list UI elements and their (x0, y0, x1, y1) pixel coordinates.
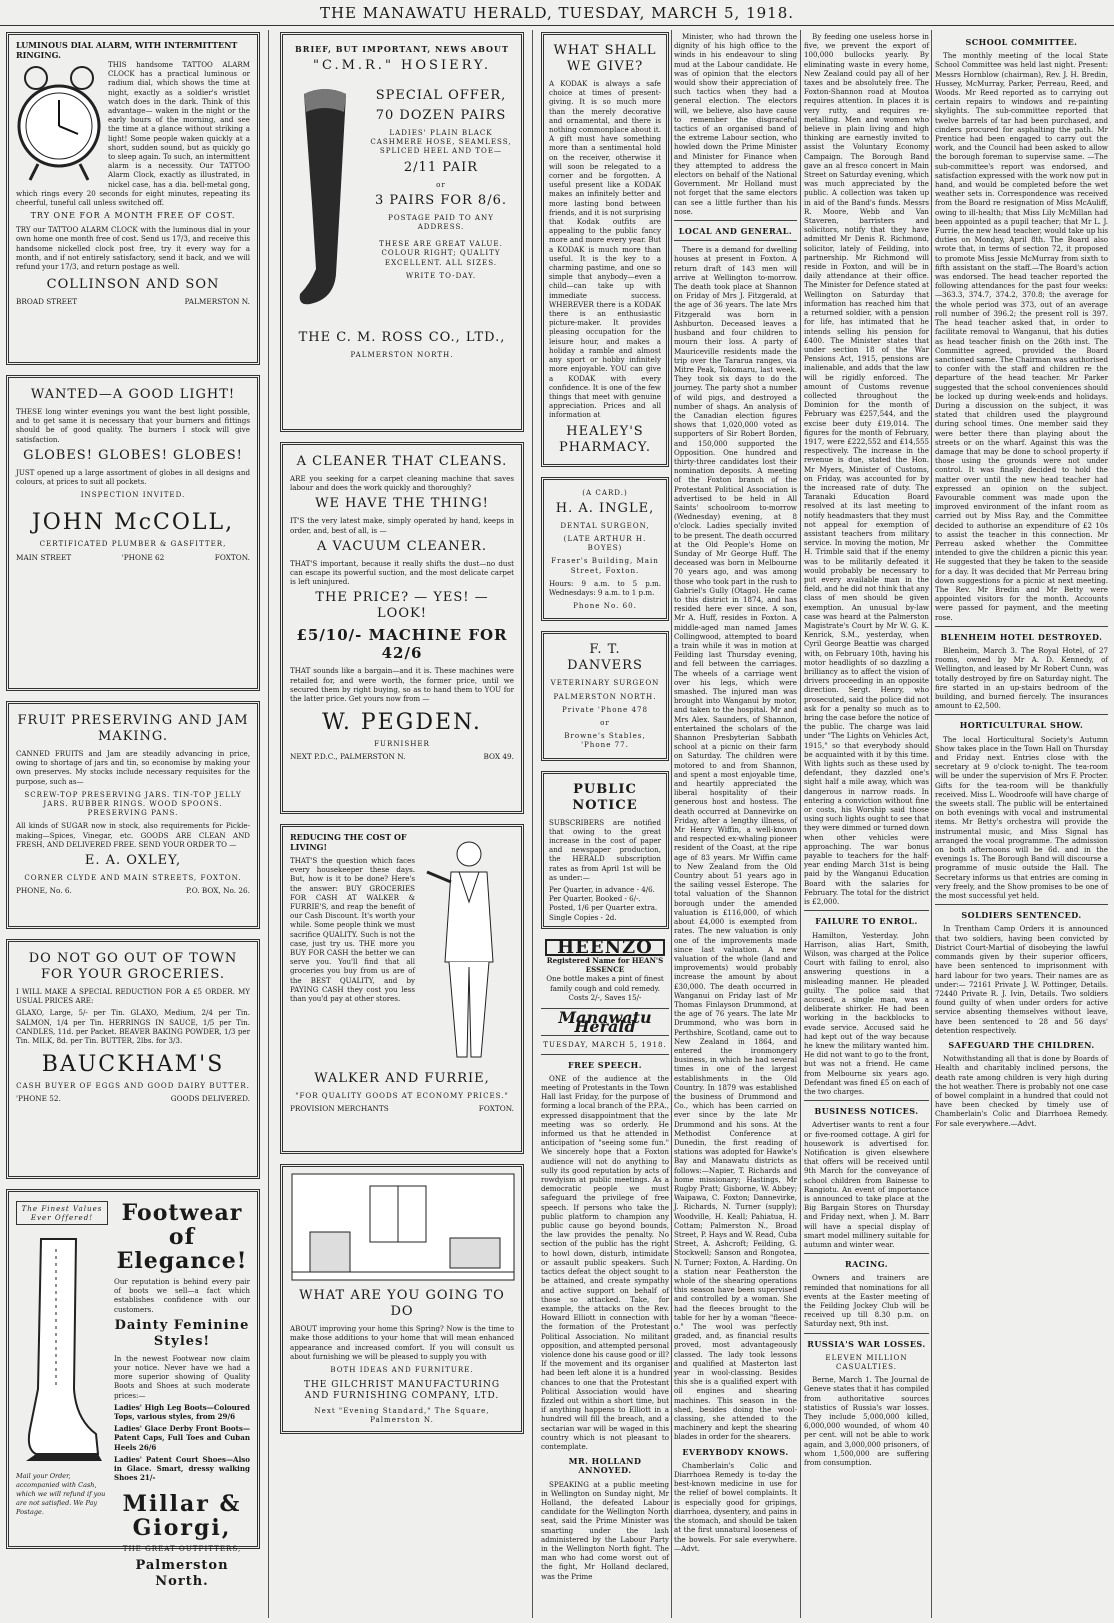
ad-firm: JOHN McCOLL, (31, 510, 235, 536)
ad-title: DO NOT GO OUT OF TOWN FOR YOUR GROCERIES. (28, 951, 238, 982)
ad-title: Footwear of Elegance! (116, 1200, 248, 1274)
ad-body: Our reputation is behind every pair of boots we sell—a fact which establishes confidence with our customers. (114, 1277, 250, 1314)
ad-address: Next "Evening Standard," The Square, Palmerston N. (314, 1406, 490, 1425)
ad-firm: BAUCKHAM'S (41, 1052, 225, 1078)
ad-line-3: Ladies' Patent Court Shoes—Also in Glace. Smart, dressy walking Shoes 21/- (114, 1454, 250, 1483)
ad-body: IT'S the very latest make, simply operated by hand, keeps in order, and, best of all, is — (290, 516, 514, 535)
ad-box: P.O. BOX, No. 26. (185, 886, 250, 896)
ad-firm: WALKER AND FURRIE, (314, 1071, 490, 1086)
ad-body: A KODAK is always a safe choice at times of present-giving. It is so much more than the merely decorative and ornamental, and there is nothing commonplace about it. A gift must have something more than a sentimental hold on the receiver, otherwise it will soon be relegated to a corner and be forgotten. A useful present like a KODAK makes an infinitely better and more lasting bond between friends, and it is not surprising that Kodak outfits are appealing to the public fancy more and more every year. But a KODAK is much more than useful. It is the key to a charming pastime, and one so simple that anybody—even a child—can take up with immediate success. WHEREVER there is a KODAK there is an enthusiastic picture-maker. It provides pleasing occupation for the leisure hour, and makes a holiday a ramble and almost any sport or hobby infinitely more enjoyable. YOU can give a KODAK with every confidence. It is one of the few things that meet with genuine appreciation. Prices and all information at (549, 79, 661, 420)
heenzo-logo: HEENZO (545, 939, 665, 956)
ad-gilchrist (280, 1164, 524, 1434)
ad-value: THESE ARE GREAT VALUE. COLOUR RIGHT; QUALITY EXCELLENT. ALL SIZES. (379, 239, 503, 267)
russia-body: Berne, March 1. The Journal de Geneve states that it has compiled from authoritative sources statistics of Russia's war losses. They include 5,000,000 killed, 6,000,000 wounded, of whom 40 per cent. will not be able to work again, and 3,000,000 prisoners, of whom 1,500,000 are suffering from consumption. (804, 1375, 929, 1468)
editorial-body: ONE of the audience at the meeting of Protestants in the Town Hall last Friday, for the purpose of forming a local branch of the P.P.A., expressed disappointment that the meeting was so orderly. He informed us that he attended in anticipation of "seeing some fun." We sincerely hope that a Foxton audience will not do anything to sully its good reputation by acts of rowdyism at public meetings. As a democratic people we must safeguard the privilege of free speech. If persons who take the public platform to champion any public cause go beyond bounds, the law provides the penalty. No section of the public has the right to howl down, disturb, intimidate or assault public speakers. Such tactics defeat the object sought to be attained, and create sympathy and active support on behalf of those so attacked. Take, for example, the attacks on the Rev. Howard Elliott in connection with the formation of the Protestant Political Association. No militant opposition, and attempted personal violence done his cause good or ill? If the movement and its organiser had been left alone it is a hundred chances to one that the Protestant Political Association would have fizzled out within a short time, but if anything happens to Elliott in a hundred will fill the breach, and a sectarian war will be waged in this country which is not pleasant to contemplate. (541, 1073, 669, 1451)
ad-qty: 70 DOZEN PAIRS (375, 108, 507, 123)
furnished-room-icon (290, 1172, 516, 1282)
ad-town: FOXTON. (478, 1104, 514, 1114)
russia-subheading: ELEVEN MILLION CASUALTIES. (825, 1352, 908, 1372)
ad-firm: Millar & Giorgi, (122, 1491, 242, 1542)
notice-rate-2: Per Quarter, Booked - 6/-. (549, 894, 641, 904)
ad-vacuum-cleaner (280, 442, 524, 814)
column-5 (804, 32, 929, 1617)
card-role: DENTAL SURGEON, (560, 520, 650, 530)
gentleman-figure-icon (419, 832, 514, 1067)
local-news-continued: By feeding one useless horse in five, we prevent the export of 100,000 bullocks yearly. By eliminating waste in every home, New Zealand could pay all of her taxes and be absolutely free. The Foxton-Shannon road at Moutoa requires attention. In places it is very rutty, and requires re-metalling. Men and women who believe in plain living and high thinking are earnestly invited to assist the Voluntary Economy Campaign. The Borough Band gave an al fresco concert in Main Street on Saturday evening, which was much appreciated by the public. A collection was taken up in aid of the Band's funds. Messrs R. Moore, Webb and Van Staveren, barristers and solicitors, notify that they have admitted Mr Denis R. Richmond, solicitor, lately of Feilding, into partnership. Mr Richmond will reside in Foxton, and will be in daily attendance at their office. The Minister for Defence stated at Wellington on Saturday that information has reached him that a returned soldier, with a pension for life, has intimated that he intends selling his pension for £400. The Minister states that under section 18 of the War Pensions Act, 1915, pensions are inalienable, and adds that the law will be rigidly enforced. The amount of Customs revenue collected throughout the Dominion for the month of February was £257,544, and the excise beer duty £19,014. The figures for the month of February, 1917, were £222,552 and £14,555 respectively. The increase in the revenue is due, stated the Hon. Mr Myers, Minister of Customs, on Friday, was accounted for by the increased rate of duty. The Taranaki Education Board resolved at its last meeting to notify headmasters that they must not appeal for exemption of assistant teachers from military service. In moving the motion, Mr H. Trimble said that if the enemy was to be militarily defeated it would probably be necessary to put every available man in the field, and he did not think that any class of men should be given exemption. An unusual by-law case was heard at the Palmerston Magistrate's Court by Mr W. G. K. Kenrick, S.M., yesterday, when Cyril George Beattie was charged with, on February 10th, having his motor headlights of so dazzling a brilliancy as to affect the vision of drivers proceeding in an opposite direction. Sergt. Henry, who prosecuted, said the police did not ask for a penalty so much as to bring the case before the notice of the public. The charge was laid under "The Lights on Vehicles Act, 1915," so that everybody should be acquainted with it by this time. With lights such as these used by defendant, they dazzled one's sight half a mile away, which was dangerous in narrow roads. In entering a conviction without fine or costs, his Worship said those using such lights ought to see that they were dimmed or turned down when other vehicles were approaching. The war bonus payable to teachers for the half-year ending March 31st is being paid by the Wanganui Education Board with the salaries for February. The total for the district is £2,000. (804, 32, 929, 907)
ad-good-light (6, 375, 260, 691)
soldiers-body: In Trentham Camp Orders it is announced that two soldiers, having been convicted by District Court-Martial of disobeying the lawful commands given by their superior officers, have been sentenced to imprisonment with hard labour for two years. Their names are as under:— 72161 Private J. W. Pottinger, Details. 72440 Private R. J. Ivin, Details. Two soldiers found guilty of when under orders for active service absenting themselves without leave, have been sentenced to 28 and 56 days' detention respectively. (935, 924, 1108, 1035)
ad-address: CORNER CLYDE AND MAIN STREETS, FOXTON. (24, 873, 242, 883)
column-4 (674, 32, 797, 1617)
ad-or: or (436, 179, 446, 189)
ad-price-2: 3 PAIRS FOR 8/6. (375, 192, 507, 208)
ad-firm: W. PEGDEN. (322, 710, 482, 736)
ad-line-1: Ladies' High Leg Boots—Coloured Tops, various styles, from 29/6 (114, 1402, 250, 1422)
heenzo-sub: Registered Name for HEAN'S ESSENCE (546, 956, 664, 975)
section-heading-business-notices: BUSINESS NOTICES. (814, 1106, 919, 1117)
column-1 (6, 32, 260, 1617)
card-town: PALMERSTON NORTH. (553, 691, 657, 701)
notice-rate-1: Per Quarter, in advance - 4/6. (549, 884, 655, 894)
ad-address: NEXT P.D.C., PALMERSTON N. (290, 752, 406, 762)
card-name: H. A. INGLE, (555, 500, 655, 516)
card-address: Fraser's Building, Main Street, Foxton. (551, 556, 659, 575)
ad-items: GLAXO, Large, 5/- per Tin. GLAXO, Medium, 2/4 per Tin. SALMON, 1/4 per Tin. HERRINGS IN SAUCE, 1/5 per Tin. CANDLES, 11d. per Packet. BEAVER BAKING POWDER, 1/3 per Tin. MILK, 8d. per Tin. BUTTER, 2lbs. for 3/3. (16, 1008, 250, 1046)
card-name: F. T. DANVERS (567, 642, 643, 674)
ad-footwear (6, 1189, 260, 1589)
heenzo-tag: One bottle makes a pint of finest family cough and cold remedy. Costs 2/-, Saves 15/- (546, 974, 664, 1002)
ad-body-2: All kinds of SUGAR now in stock, also requirements for Pickle-making—Spices, Vinegar, etc. GOODS ARE CLEAN AND FRESH, AND DELIVERED FREE. SEND YOUR ORDER TO — (16, 821, 250, 849)
ad-title: WHAT SHALL WE GIVE? (553, 43, 657, 74)
ad-tag: The Finest Values Ever Offered! (16, 1201, 108, 1225)
ad-sub: Dainty Feminine Styles! (114, 1317, 250, 1349)
editorial-body-2: SPEAKING at a public meeting in Wellington on Sunday night, Mr Holland, the defeated Labour candidate for the Wellington North seat, said the Prime Minister was smarting under the lash administered by the Labour Party in the Wellington North fight. The man who had come worst out of the fight, Mr Holland declared, was the Prime (541, 1479, 669, 1581)
card-late: (LATE ARTHUR H. BOYES) (563, 533, 647, 553)
ad-desc: LADIES' PLAIN BLACK CASHMERE HOSE, SEAMLESS, SPLICED HEEL AND TOE— (370, 128, 512, 156)
advert-remedy: Chamberlain's Colic and Diarrhoea Remedy is to-day the best-known medicine in use for the relief of bowel complaints. It is especially good for gripings, diarrhoea, dysentery, and pains in the stomach, and should be taken at the first unnatural looseness of the bowels. For sale everywhere.—Advt. (674, 1460, 797, 1553)
ad-sub-2: THE GREAT OUTFITTERS, (122, 1544, 242, 1554)
section-heading-blenheim: BLENHEIM HOTEL DESTROYED. (940, 631, 1103, 642)
ad-body: THIS handsome TATTOO ALARM CLOCK has a practical luminous or radium dial, which shows the time at night, exactly as a soldier's wristlet watch does in the dark. Think of this advantage— waken in the night or the early hours of the morning, and see the time at a glance without striking a light! Some people waken quickly at a short, sudden sound, but as quickly go to sleep again. To such, an intermittent alarm is a necessity. Our TATTOO Alarm Clock, exactly as illustrated, in nickel case, has a dia. bell-metal gong, which rings every 20 seconds for eight minutes, repeating its cheerful, tuneful call unless switched off. (16, 60, 250, 208)
horticultural-body: The local Horticultural Society's Autumn Show takes place in the Town Hall on Thursday and Friday next. Entries close with the secretary at 9 o'clock to-night. The tea-room will be under the supervision of Mrs F. Procter. Gifts for the tea-room will be thankfully received. Miss L. Woodroofe will have charge of the sweets stall. The public will be entertained on both evenings with vocal and instrumental items. Mr Betty's orchestra will provide the instrumental music, and Miss Signal has arranged the vocal programme. The admission on both afternoons will be 6d. and in the evenings 1s. The Borough Band will discourse a programme of music outside the Hall. The Secretary informs us that entries are coming in very freely, and the Show promises to be one of the most successful yet held. (935, 734, 1108, 901)
ad-have: WE HAVE THE THING! (315, 496, 489, 512)
editorial-heading: FREE SPEECH. (567, 1059, 642, 1070)
ad-firm: COLLINSON AND SON (46, 277, 220, 293)
card-or: or (600, 717, 610, 727)
ad-fruit-preserving (6, 701, 260, 929)
ad-slogan: "FOR QUALITY GOODS AT ECONOMY PRICES." (295, 1091, 509, 1100)
ad-phone: PHONE, No. 6. (16, 886, 72, 896)
ad-title: LUMINOUS DIAL ALARM, WITH INTERMITTENT RINGING. (16, 40, 238, 60)
ad-body: THESE long winter evenings you want the best light possible, and to get same it is necessary that your burners and fittings should be of good quality. The burners I stock will give satisfaction. (16, 407, 250, 444)
ad-price: £5/10/- MACHINE FOR 42/6 (296, 626, 508, 663)
section-heading-soldiers: SOLDIERS SENTENCED. (961, 910, 1082, 921)
card-phone-2: Browne's Stables, 'Phone 77. (564, 731, 646, 750)
column-2 (280, 32, 524, 1617)
card-phone: Phone No. 60. (573, 601, 637, 611)
column-6 (935, 32, 1108, 1617)
editorial (541, 1061, 669, 1581)
ad-offer: TRY ONE FOR A MONTH FREE OF COST. (30, 211, 236, 221)
newspaper-masthead: THE MANAWATU HERALD, TUESDAY, MARCH 5, 1918. (0, 0, 1114, 26)
ad-walker-furrie (280, 824, 524, 1154)
ad-firm: E. A. OXLEY, (84, 853, 182, 869)
ad-firm: HEALEY'S PHARMACY. (559, 423, 651, 455)
ad-price-question: THE PRICE? — YES! — LOOK! (315, 590, 489, 622)
ad-product: A VACUUM CLEANER. (317, 538, 487, 554)
ad-trade: PROVISION MERCHANTS (290, 1104, 389, 1114)
card-danvers (541, 631, 669, 760)
ad-title: FRUIT PRESERVING AND JAM MAKING. (17, 713, 249, 744)
blenheim-body: Blenheim, March 3. The Royal Hotel, of 27 rooms, owned by Mr A. D. Kennedy, of Wellington, and leased by Mr Robert Cunn, was totally destroyed by fire on Saturday night. The fire started in an up-stairs bedroom of the building, and burned fiercely. The insurances amount to £2,500. (935, 646, 1108, 711)
alarm-clock-icon (16, 64, 102, 184)
notice-rate-3: Posted, 1/6 per Quarter extra. (549, 903, 658, 913)
ad-body: THAT'S the question which faces every housekeeper these days. But, how is it to be done? Here's the answer: BUY GROCERIES FOR CASH AT WALKER & FURRIE'S, and reap the benefit of our Cash Discount. It's worth your while. Some people think we must sacrifice QUALITY. Such is not the case, just try us. THE more you BUY FOR CASH the better we can serve you. You'll find that all groceries you buy from us are of the BEST QUALITY, and by PAYING CASH they cost you less than you'd pay at other stores. (290, 856, 415, 1004)
ad-kodak (541, 32, 669, 467)
ad-body-2: JUST opened up a large assortment of globes in all designs and colours, at prices to suit all pockets. (16, 467, 250, 487)
section-heading-everybody-knows: EVERYBODY KNOWS. (682, 1446, 789, 1457)
ad-firm: THE C. M. ROSS CO., LTD., (298, 330, 506, 345)
ad-body: I WILL MAKE A SPECIAL REDUCTION FOR A £5 ORDER. MY USUAL PRICES ARE: (16, 987, 250, 1006)
section-heading-children: SAFEGUARD THE CHILDREN. (948, 1039, 1095, 1050)
local-news-body: There is a demand for dwelling houses at present in Foxton. A return draft of 143 men will arrive at Wellington to-morrow. The death took place at Shannon on Friday of Mrs J. Fitzgerald, at the age of 36 years. The late Mrs Fitzgerald was born in Ashburton. Deceased leaves a husband and four children to mourn their loss. A party of Mauriceville residents made the trip over the Tararua ranges, via Mitre Peak, Tokomaru, last week. They took six days to do the journey. The party shot a number of wild pigs, and destroyed a number of shags. An analysis of the Canadian election figures shows that 1,020,000 voted as supporters of Sir Robert Borden, and 150,000 supported the Opposition. One hundred and thirty-three candidates lost their nomination deposits. A meeting of the Foxton branch of the Protestant Political Association is advertised to be held in All Saints' schoolroom to-morrow (Wednesday) evening, at 8 o'clock. Ladies specially invited to be present. The death occurred at the Old People's Home on Sunday of Mr George Huff. The deceased was born in Melbourne 70 years ago, and was among those who took part in the rush to Gabriel's Gully (Otago). He came to this district in 1874, and has resided here ever since. A son, Mr A. Huff, resides in Foxton. A middle-aged man named James Collingwood, attempted to board a train while it was in motion at Feilding last Thursday evening, and fell between the carriages. The wheels of a carriage went over his legs, which were smashed. The injured man was brought into Wanganui by motor, and taken to the hospital. Mr and Mrs Alex. Saunders, of Shannon, entertained the scholars of the Shannon Presbyterian Sabbath school at a picnic on their farm on Saturday. The children were motored to and from Shannon, and spent a most enjoyable time, and heartily appreciated the liberal hospitality of their generous host and hostess. The death occurred at Dannevirke on Friday, after a lengthy illness, of Mr Henry Wiffin, a well-known and respected ex-whaling pioneer resident of the Coast, at the ripe age of 83 years. Mr Wiffin came to New Zealand from the Old Country about 51 years ago in the sailing vessel Esterope. The total valuation of the Shannon borough under the amended valuation is £116,000, of which about £4,000 is exempted from rates. The new valuation is only one of the improvements made since last valuation. A new valuation of the whole (land and improvements) would probably increase the amount by about £30,000. The death occurred in Wanganui on Friday last of Mr Thomas Finlayson Drummond, at the age of 76 years. The late Mr Drummond, who was born in Perthshire, Scotland, came out to New Zealand in 1864, and entered the ironmongery business, in which he had several times in one of the largest establishments in the Old Country. In 1879 was established the business of Drummond and Co., which has been carried on ever since by the late Mr Drummond and his sons. At the Methodist Conference at Dunedin, the first reading of stations was adopted for Hawke's Bay and Manawatu districts as follows:—Napier, T. Richards and home missionary; Hastings, Mr Rugby Pratt; Gisborne, W. Abbey; Waipawa, C. Foxton; Dannevirke, J. Richards, N. Turner (supply); Woodville, H. Keall; Pahiatua, H. Cottam; Palmerston N., Broad Street, P. Hays and W. Read, Cuba Street, A. Ashcroft; Feilding, G. Stockwell; Sanson and Rongotea, N. Turner; Foxton, A. Harding. On a station near Featherston the whole of the shearing operations this season have been supervised and controlled by a woman. She had the fleeces brought to the table for her by a woman "fleece-o." The wool was perfectly graded, and, as financial results proved, most advantageously classed. The lady took lessons and qualified at Masterton last year in wool-classing. Besides this she is a qualified expert with oil engines and shearing machines. This season in the shed, besides doing the wool-classing, she attended to the machinery and kept the shearing blades in order for the shearers. (674, 245, 798, 1442)
ad-price: 2/11 PAIR (403, 159, 479, 175)
ad-phone: 'PHONE 52. (16, 1094, 61, 1104)
ad-postage: POSTAGE PAID TO ANY ADDRESS. (388, 212, 494, 232)
ad-sub: CASH BUYER OF EGGS AND GOOD DAIRY BUTTER. (16, 1081, 250, 1091)
ad-body-3: THAT sounds like a bargain—and it is. These machines were retailed for, and were worth, the former price, until we secured them by right buying, so as to hand them to YOU for the latter price. Get yours now from — (290, 666, 514, 704)
ad-mail: Mail your Order, accompanied with Cash, which we will refund if you are not satisfied. We Pay Postage. (16, 1471, 106, 1517)
ad-title: WHAT ARE YOU GOING TO DO (299, 1288, 505, 1320)
business-notices-body: Advertiser wants to rent a four or five-roomed cottage. A girl for housework is advertised for. Notification is given elsewhere that offers will be received until 9th March for the conveyance of school children from Bainesse to Rangiotu. An event of importance is announced to take place at the Big Bargain Stores on Thursday and Friday next, when J. M. Barr will have a special display of smart model millinery suitable for autumn and winter wear. (804, 1120, 929, 1249)
children-body: Notwithstanding all that is done by Boards of Health and charitably inclined persons, the death rate among children is very high during the hot weather. There is probably not one case of bowel complaint in a hundred that could not have been checked by timely use of Chamberlain's Colic and Diarrhoea Remedy. For sale everywhere.—Advt. (935, 1054, 1108, 1128)
ad-box: BOX 49. (483, 752, 514, 762)
ad-items: SCREW-TOP PRESERVING JARS. TIN-TOP JELLY JARS. RUBBER RINGS. WOOD SPOONS. PRESERVING PANS. (24, 789, 242, 818)
card-hours: Hours: 9 a.m. to 5 p.m. Wednesdays: 9 a.m. to 1 p.m. (549, 578, 661, 597)
ad-town: FOXTON. (214, 552, 250, 562)
editorial-date: TUESDAY, MARCH 5, 1918. (543, 1040, 667, 1050)
ad-sub: FURNISHER (374, 739, 430, 749)
failure-to-enrol-body: Hamilton, Yesterday. John Harrison, alias Hart, Smith, Wilson, was charged at the Police Court with failing to enrol, also answering questions in a misleading manner. He pleaded guilty. The police said that accused, a single man, was a deliberate shirker. He had been working in the backblocks to evade service. Accused said he had kept out of the way because he knew the military wanted him. He did not want to go to the front, but was not a friend. He came from Melbourne six years ago. Defendant was fined £5 on each of the two charges. (804, 930, 929, 1096)
ad-hosiery (280, 32, 524, 432)
boot-icon (16, 1229, 106, 1469)
card-phone: Private 'Phone 478 (561, 704, 649, 714)
ad-groceries (6, 939, 260, 1179)
section-heading-racing: RACING. (844, 1259, 889, 1270)
ad-kicker: BRIEF, BUT IMPORTANT, NEWS ABOUT (295, 44, 509, 54)
ad-title: "C.M.R." HOSIERY. (312, 58, 492, 73)
section-heading-local: LOCAL AND GENERAL. (678, 226, 793, 237)
editorial-continued: Minister, who had thrown the dignity of his high office to the winds in his endeavour to sling mud at the Labour candidate. He was of opinion that the electors would show their appreciation of such tactics when they had a general election. The electors will, we believe, also have cause to remember the disgraceful tactics of an organised band of the extreme Labour section, who howled down the Prime Minister and Minister for Finance when they attempted to address the electors on behalf of the National Government. Mr Holland must not forget that the same electors can see a little further than his nose. (674, 32, 797, 216)
ad-globes: GLOBES! GLOBES! GLOBES! (23, 447, 243, 463)
section-heading-russia: RUSSIA'S WAR LOSSES. (807, 1338, 926, 1349)
ad-sub: CERTIFICATED PLUMBER & GASFITTER, (39, 539, 227, 549)
ad-firm: THE GILCHRIST MANUFACTURING AND FURNISHING COMPANY, LTD. (303, 1380, 501, 1402)
ad-address: BROAD STREET (16, 297, 78, 307)
ad-town: Palmerston North. (135, 1557, 229, 1589)
ad-address: MAIN STREET (16, 552, 72, 562)
card-ingle (541, 477, 669, 622)
editorial-heading-2: MR. HOLLAND ANNOYED. (568, 1456, 642, 1476)
ad-body-2: THAT'S important, because it really shifts the dust—no dust can escape its powerful suction, and the most delicate carpet is left uninjured. (290, 558, 514, 587)
ad-town: PALMERSTON NORTH. (350, 350, 454, 359)
ad-town: PALMERSTON N. (184, 297, 250, 307)
section-heading-school: SCHOOL COMMITTEE. (965, 37, 1078, 47)
stocking-icon (290, 84, 360, 314)
ad-sub: BOTH IDEAS AND FURNITURE. (330, 1365, 474, 1375)
ad-body-2: In the newest Footwear now claim your notice. Never have we had a more superior showing of Quality Boots and Shoes at such moderate prices:— (114, 1353, 250, 1400)
notice-rate-4: Single Copies - 2d. (549, 912, 617, 922)
racing-body: Owners and trainers are reminded that nominations for all events at the Easter meeting of the Feilding Jockey Club will be received up till 8.30 p.m. on Saturday next, 9th inst. (804, 1273, 929, 1329)
ad-alarm-clock (6, 32, 260, 365)
ad-title: REDUCING THE COST OF LIVING! (290, 832, 407, 852)
ad-inspection: INSPECTION INVITED. (80, 490, 186, 500)
notice-body: SUBSCRIBERS are notified that owing to the great increase in the cost of paper and newspaper production, the HERALD subscription rates as from April 1st will be as under:— (549, 817, 661, 882)
notice-title: PUBLIC NOTICE (572, 781, 638, 813)
section-heading-horticultural: HORTICULTURAL SHOW. (959, 720, 1084, 731)
card-label: (A CARD.) (582, 487, 628, 497)
ad-line-2: Ladies' Glace Derby Front Boots—Patent Caps, Full Toes and Cuban Heels 26/6 (114, 1424, 250, 1452)
ad-body: CANNED FRUITS and Jam are steadily advancing in price, owing to shortage of jars and tin, so economise by making your own preserves. My stocks include necessary requisites for the purpose, such as— (16, 749, 250, 786)
section-heading-failure-to-enrol: FAILURE TO ENROL. (815, 916, 918, 927)
ad-question: ARE you seeking for a carpet cleaning machine that saves labour and does the work quickly and thoroughly? (290, 474, 514, 493)
ad-offer: SPECIAL OFFER, (375, 88, 507, 103)
public-notice (541, 771, 669, 929)
ad-body: ABOUT improving your home this Spring? Now is the time to make those additions to your home that will mean enhanced appearance and increased comfort. If you will consult us about furnishing we will be pleased to supply you with (290, 1324, 514, 1361)
ad-phone: 'PHONE 62 (121, 552, 165, 562)
ad-delivery: GOODS DELIVERED. (170, 1094, 250, 1104)
ad-title: WANTED—A GOOD LIGHT! (30, 387, 236, 402)
newspaper-nameplate: Manawatu Herald (558, 1008, 652, 1037)
school-body: The monthly meeting of the local State School Committee was held last night. Present: Messrs Hornblow (chairman), Rev. J. H. Bredin, Hussey, McMurray, Parker, Perreau, Reed, and Woods. Mr Reed reported as to carrying out certain repairs to windows and re-painting skylights. The sub-committee reported that twelve barrels of tar had been purchased, and cinders procured for asphalting the path. Mr Prentice had been engaged to carry out the work, and the Council had been asked to allow the borough foreman to supervise same. —The sub-committee's report was endorsed, and satisfaction expressed with the work now put in hand, and would be completed before the wet weather sets in. Correspondence was received from the Board re resignation of Miss McAuliff, owing to ill-health; that Miss Lily McMillan had been appointed as a pupil teacher; that Mr L. J. Furrie, the new head teacher, would take up his duties on Monday, April 8th. The Board also wrote that, in terms of section 72, it proposed to promote Miss Jessie McMurray from sixth to fifth assistant on the staff.—The Board's action was endorsed. The head teacher reported the following attendances for the past four weeks:—363.3, 374.7, 374.2, 370.8; the average for the whole period was 373, out of an average roll number of 396.2; the present roll is 397. The head teacher asked that, in order to facilitate removal to Wanganui, that his duties as head teacher finish on the 26th inst. The Committee agreed, provided the Board sanctioned same. The Chairman was authorised to confer with the staff and children re the departure of the head teacher. Mr Parker suggested that the school conveniences should be locked up during week-ends and holidays. During a discussion on the subject, it was stated that children used the playground during school times. One member said they were better there than playing about the streets or on the wharf. Against this was the damage that may be done to school property if those using the grounds were not under control. It was finally decided to hold the matter over until the new head teacher had expressed an opinion on the subject. Favourable comment was made upon the improved environment of the infant room as carried out by Miss Ray, and the Committee decided to authorise an expenditure of £2 10s to assist the teacher in this connection. Mr Perreau asked whether the Committee intended to give the children a picnic this year. He suggested that they be taken to the seaside for a day. It was decided that Mr Perreau bring down suggestions for a picnic at next meeting. The Rev. Mr Bredin and Mr Betty were appointed visitors for the month. Accounts were passed for payment, and the meeting rose. (935, 51, 1108, 622)
card-role: VETERINARY SURGEON (550, 678, 660, 688)
ad-heenzo (541, 936, 669, 1002)
column-3 (541, 32, 669, 1617)
ad-trial: TRY our TATTOO ALARM CLOCK with the luminous dial in your own home one month free of cost. Send us 17/3, and receive this handsome nickelled clock post free, try it every way for a month, and if not entirely satisfactory, send it back, and we will refund your 17/3, and return postage as well. (16, 225, 250, 272)
ad-write: WRITE TO-DAY. (405, 270, 477, 280)
ad-title: A CLEANER THAT CLEANS. (296, 454, 508, 469)
